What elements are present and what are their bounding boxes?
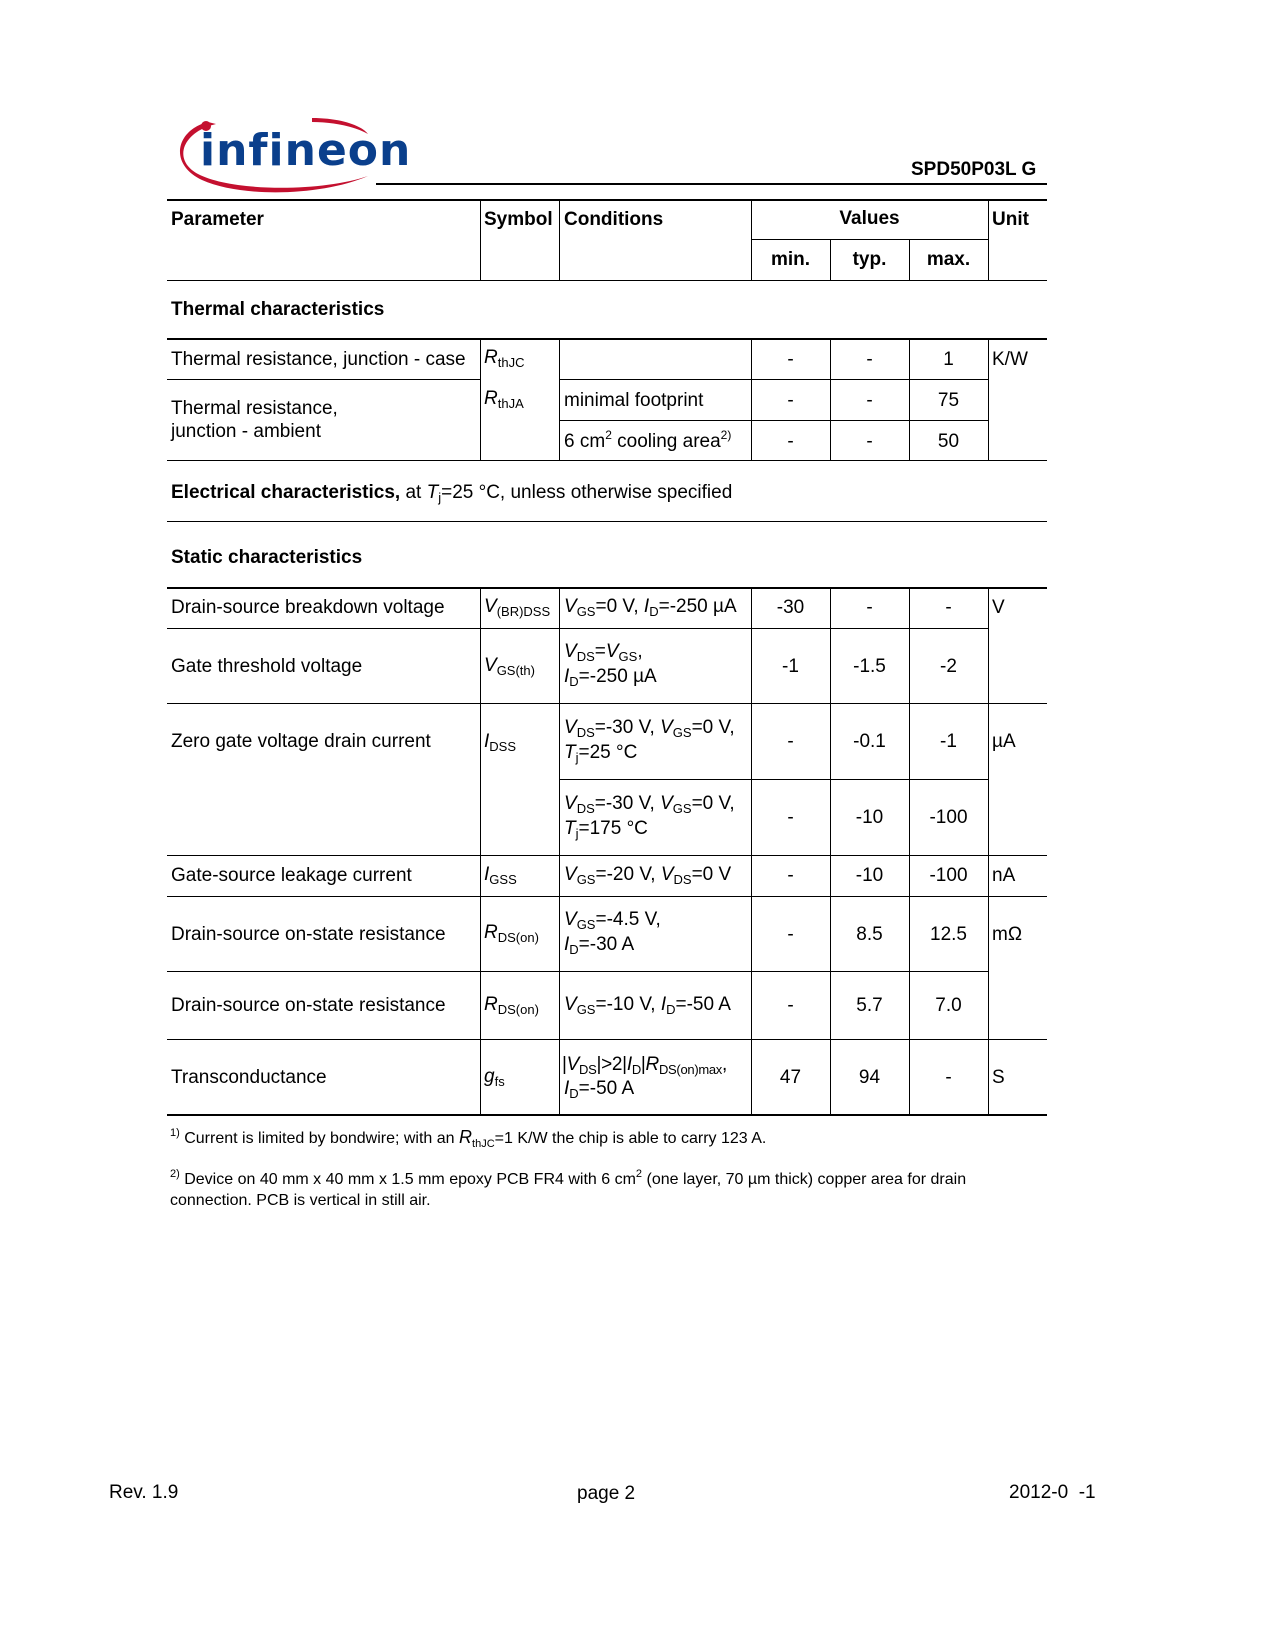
rule bbox=[167, 971, 988, 972]
value-min: -1 bbox=[782, 656, 799, 677]
value-min: - bbox=[787, 390, 794, 411]
unit-s: S bbox=[992, 1067, 1005, 1088]
col-max: max. bbox=[926, 249, 971, 270]
header-rule bbox=[376, 183, 1047, 185]
footer-page-number: page 2 bbox=[577, 1483, 636, 1504]
value-min: - bbox=[787, 865, 794, 886]
param-rthja-line2: junction - ambient bbox=[171, 421, 321, 442]
value-typ: -1.5 bbox=[853, 656, 886, 677]
cond-cooling-area: 6 $cm^2$ cooling area$^{2)}$ bbox=[564, 428, 732, 452]
footer-date: 2012-0 -1 bbox=[1009, 1482, 1096, 1503]
param-rdson-2: Drain-source on-state resistance bbox=[171, 995, 446, 1016]
cond-threshold-line2: $I_D=-250$ µA bbox=[564, 666, 657, 689]
thermal-top-rule bbox=[167, 338, 1047, 340]
cond-idss2-line2: $T_j=175$ °C bbox=[564, 818, 648, 841]
cond-minimal-footprint: minimal footprint bbox=[564, 390, 704, 411]
divider bbox=[480, 199, 481, 280]
unit-na: nA bbox=[992, 865, 1016, 886]
col-parameter: Parameter bbox=[171, 209, 264, 230]
footnote-2-line1: $^{2)}$ Device on 40 mm x 40 mm x 1.5 mm epoxy PCB FR4 with 6 cm$^2$ (one layer, 70 µm thick) copper area for drain bbox=[170, 1168, 967, 1188]
col-values: Values bbox=[839, 208, 900, 229]
values-sub-rule bbox=[751, 239, 988, 240]
cond-rdson2: $V_{GS}=-10$ V, $I_D=-50$ A bbox=[564, 994, 731, 1017]
sym-gfs: $g_{fs}$ bbox=[484, 1066, 505, 1089]
value-max: - bbox=[945, 1067, 952, 1088]
value-min: - bbox=[787, 807, 794, 828]
col-typ: typ. bbox=[852, 249, 887, 270]
divider bbox=[988, 338, 989, 460]
value-min: - bbox=[787, 924, 794, 945]
value-min: - bbox=[787, 431, 794, 452]
cond-idss1-line2: $T_j=25$ °C bbox=[564, 742, 638, 765]
sym-rthja: $R_{thJA}$ bbox=[484, 388, 524, 411]
cond-rdson1-line1: $V_{GS}=-4.5$ V, bbox=[564, 909, 661, 932]
static-bottom-rule bbox=[167, 1114, 1047, 1116]
value-max: 50 bbox=[937, 431, 960, 452]
value-typ: - bbox=[866, 349, 873, 370]
cond-gfs-line1: $|V_{DS}|>2|I_D|R_{DS(on)max}$, bbox=[562, 1054, 727, 1077]
value-typ: - bbox=[866, 390, 873, 411]
rule bbox=[167, 896, 1047, 897]
param-threshold: Gate threshold voltage bbox=[171, 656, 363, 677]
value-typ: - bbox=[866, 431, 873, 452]
value-min: - bbox=[787, 731, 794, 752]
thermal-bottom-rule bbox=[167, 460, 1047, 461]
value-typ: - bbox=[866, 597, 873, 618]
cond-rdson1-line2: $I_D=-30$ A bbox=[564, 934, 635, 957]
unit-mohm: mΩ bbox=[992, 924, 1023, 945]
col-conditions: Conditions bbox=[564, 209, 664, 230]
section-thermal: Thermal characteristics bbox=[171, 299, 385, 320]
param-breakdown: Drain-source breakdown voltage bbox=[171, 597, 445, 618]
param-igss: Gate-source leakage current bbox=[171, 865, 412, 886]
divider bbox=[559, 338, 560, 460]
sym-vgsth: $V_{GS(th)}$ bbox=[484, 655, 535, 678]
infineon-logo bbox=[172, 112, 412, 196]
divider bbox=[480, 587, 481, 1115]
value-typ: -10 bbox=[855, 807, 884, 828]
col-symbol: Symbol bbox=[484, 209, 553, 230]
rule bbox=[167, 379, 481, 380]
value-typ: 94 bbox=[858, 1067, 881, 1088]
value-max: - bbox=[945, 597, 952, 618]
col-min: min. bbox=[770, 249, 811, 270]
sym-rthjc: $R_{thJC}$ bbox=[484, 347, 525, 370]
cond-gfs-line2: $I_D=-50$ A bbox=[564, 1078, 635, 1101]
param-rthjc: Thermal resistance, junction - case bbox=[171, 349, 466, 370]
divider bbox=[559, 199, 560, 280]
section-electrical: Electrical characteristics, at $T_j=25$ °C, unless otherwise specified bbox=[171, 482, 733, 505]
param-idss: Zero gate voltage drain current bbox=[171, 731, 431, 752]
rule bbox=[167, 1039, 1047, 1040]
sym-vbrdss: $V_{(BR)DSS}$ bbox=[484, 596, 551, 619]
footnote-1: $^{1)}$ Current is limited by bondwire; with an $R_{thJC}=1$ K/W the chip is able to carry 123 A. bbox=[170, 1127, 767, 1150]
cond-igss: $V_{GS}=-20$ V, $V_{DS}=0$ V bbox=[564, 864, 732, 887]
divider bbox=[559, 587, 560, 1115]
value-max: -2 bbox=[940, 656, 957, 677]
rule bbox=[167, 855, 1047, 856]
rule bbox=[559, 379, 988, 380]
value-max: 75 bbox=[937, 390, 960, 411]
header-bottom-rule bbox=[167, 280, 1047, 281]
static-top-rule bbox=[167, 587, 1047, 589]
sym-igss: $I_{GSS}$ bbox=[484, 864, 517, 887]
section-static: Static characteristics bbox=[171, 547, 363, 568]
cond-idss1-line1: $V_{DS}=-30$ V, $V_{GS}=0$ V, bbox=[564, 717, 735, 740]
logo-text: infineon bbox=[200, 125, 412, 176]
rule bbox=[167, 521, 1047, 522]
value-typ: -10 bbox=[855, 865, 884, 886]
value-min: - bbox=[787, 995, 794, 1016]
unit-ua: µA bbox=[992, 731, 1016, 752]
value-max: -1 bbox=[940, 731, 957, 752]
value-min: 47 bbox=[779, 1067, 802, 1088]
value-max: -100 bbox=[929, 865, 968, 886]
value-max: 12.5 bbox=[930, 924, 967, 945]
value-max: -100 bbox=[929, 807, 968, 828]
col-unit: Unit bbox=[992, 209, 1029, 230]
cond-breakdown: $V_{GS}=0$ V, $I_D=-250$ µA bbox=[564, 596, 737, 619]
value-max: 1 bbox=[943, 349, 954, 370]
value-typ: -0.1 bbox=[853, 731, 886, 752]
value-max: 7.0 bbox=[935, 995, 962, 1016]
cond-idss2-line1: $V_{DS}=-30$ V, $V_{GS}=0$ V, bbox=[564, 793, 735, 816]
sym-rdson-1: $R_{DS(on)}$ bbox=[484, 922, 539, 945]
table-top-rule bbox=[167, 199, 1047, 201]
sym-rdson-2: $R_{DS(on)}$ bbox=[484, 994, 539, 1017]
rule bbox=[167, 703, 1047, 704]
value-min: -30 bbox=[776, 597, 805, 618]
value-typ: 8.5 bbox=[856, 924, 883, 945]
rule bbox=[559, 779, 988, 780]
value-min: - bbox=[787, 349, 794, 370]
divider bbox=[988, 199, 989, 280]
divider bbox=[988, 587, 989, 1115]
sym-idss: $I_{DSS}$ bbox=[484, 731, 517, 754]
footnote-2-line2: connection. PCB is vertical in still air. bbox=[170, 1192, 431, 1209]
param-gfs: Transconductance bbox=[171, 1067, 327, 1088]
param-rdson-1: Drain-source on-state resistance bbox=[171, 924, 446, 945]
part-number: SPD50P03L G bbox=[911, 159, 1037, 180]
unit-v: V bbox=[992, 597, 1005, 618]
rule bbox=[167, 628, 988, 629]
footer-revision: Rev. 1.9 bbox=[109, 1482, 179, 1503]
param-rthja-line1: Thermal resistance, bbox=[171, 398, 338, 419]
rule bbox=[559, 420, 988, 421]
cond-threshold-line1: $V_{DS}=V_{GS}$, bbox=[564, 641, 643, 664]
unit-kw: K/W bbox=[992, 349, 1028, 370]
value-typ: 5.7 bbox=[856, 995, 883, 1016]
divider bbox=[480, 338, 481, 460]
